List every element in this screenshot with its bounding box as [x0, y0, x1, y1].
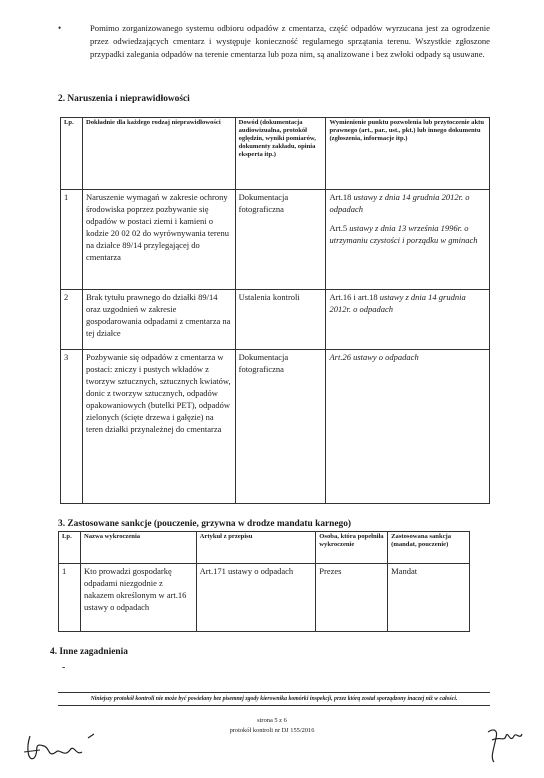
row-description: Naruszenie wymagań w zakresie ochrony środowiska poprzez pozbywanie się odpadów w postaci ziemi i kamieni o kodzie 20 02 02 do wyrównywania terenu na działce 89/14 przylegającej do cmentarza	[82, 190, 235, 290]
legal-article: Art.16 i art.18	[329, 292, 380, 302]
row-offence-name: Kto prowadzi gospodarkę odpadami niezgodnie z nakazem określonym w art.16 ustawy o odpadach	[80, 564, 196, 632]
header-lp: Lp.	[59, 532, 81, 564]
header-article: Artykuł z przepisu	[196, 532, 316, 564]
row-article: Art.171 ustawy o odpadach	[196, 564, 316, 632]
legal-act: ustawy z dnia 14 grudnia 2012r. o odpadach	[329, 292, 466, 314]
row-evidence: Dokumentacja fotograficzna	[235, 190, 326, 290]
section-4-title: 4. Inne zagadnienia	[50, 647, 128, 657]
intro-bullet-paragraph	[58, 22, 490, 61]
table-row	[61, 190, 490, 290]
row-person: Prezes	[316, 564, 388, 632]
violations-table	[60, 117, 490, 504]
row-evidence: Ustalenia kontroli	[235, 290, 326, 350]
legal-article: Art.18	[329, 192, 354, 202]
table-row	[61, 290, 490, 350]
header-evidence: Dowód (dokumentacja audiowizualna, protokół oględzin, wyniki pomiarów, dokumenty zakładu, opinia eksperta itp.)	[235, 118, 326, 190]
row-description: Brak tytułu prawnego do działki 89/14 oraz uzgodnień w zakresie gospodarowania odpadami z cmentarza na tej działce	[82, 290, 235, 350]
row-lp: 2	[61, 290, 83, 350]
table-row	[61, 350, 490, 504]
legal-article: Art.5	[329, 223, 350, 233]
row-description: Pozbywanie się odpadów z cmentarza w postaci: zniczy i pustych wkładów z tworzyw sztucznych, sztucznych kwiatów, donic z tworzyw sztucznych, odpadów opakowaniowych (butelki PET), odpadów zielonych (ścięte drzewa i gałęzie) na teren działki przynależnej do cmentarza	[82, 350, 235, 504]
row-sanction: Mandat	[388, 564, 470, 632]
intro-text: Pomimo zorganizowanego systemu odbioru odpadów z cmentarza, część odpadów wyrzucana jest za ogrodzenie przez odwiedzających cmentarz i występuje konieczność regularnego sprzątania terenu. Wszystkie zgłoszone przypadki zalegania odpadów na terenie cmentarza lub poza nim, są analizowane i bez zwłoki odpady są usuwane.	[90, 23, 490, 59]
row-lp: 1	[59, 564, 81, 632]
header-sanction: Zastosowana sankcja (mandat, pouczenie)	[388, 532, 470, 564]
page-number: strona 5 z 6	[257, 717, 287, 724]
section-2-title: 2. Naruszenia i nieprawidłowości	[58, 94, 190, 104]
signature-left	[20, 728, 110, 768]
signature-right	[480, 722, 530, 772]
legal-act: ustawy z dnia 14 grudnia 2012r. o odpadach	[329, 192, 470, 214]
table-row	[59, 564, 470, 632]
row-evidence: Dokumentacja fotograficzna	[235, 350, 326, 504]
header-legal-basis: Wymienienie punktu pozwolenia lub przytoczenie aktu prawnego (art., par., ust., pkt.) lub innego dokumentu (zgłoszenia, informacje itp.)	[326, 118, 490, 190]
header-lp: Lp.	[61, 118, 83, 190]
legal-act: Art.26 ustawy o odpadach	[329, 352, 419, 362]
protocol-number: protokół kontroli nr DJ 155/2016	[229, 727, 315, 734]
row-legal-basis	[326, 350, 490, 504]
footer-disclaimer: Niniejszy protokół kontroli nie może być powielany bez pisemnej zgody kierownika komórki inspekcji, przez którą został sporządzony inaczej niż w całości.	[58, 692, 490, 706]
bullet-icon: •	[58, 23, 62, 33]
row-legal-basis	[326, 190, 490, 290]
table-header-row	[59, 532, 470, 564]
header-description: Dokładnie dla każdego rodzaj nieprawidłowości	[82, 118, 235, 190]
header-person: Osoba, która popełniła wykroczenie	[316, 532, 388, 564]
sanctions-table	[58, 531, 470, 632]
header-offence-name: Nazwa wykroczenia	[80, 532, 196, 564]
section-4-dash: -	[62, 662, 66, 673]
table-header-row	[61, 118, 490, 190]
row-lp: 1	[61, 190, 83, 290]
legal-act: ustawy z dnia 13 września 1996r. o utrzymaniu czystości i porządku w gminach	[329, 223, 478, 245]
row-legal-basis	[326, 290, 490, 350]
row-lp: 3	[61, 350, 83, 504]
section-3-title: 3. Zastosowane sankcje (pouczenie, grzywna w drodze mandatu karnego)	[58, 519, 352, 529]
